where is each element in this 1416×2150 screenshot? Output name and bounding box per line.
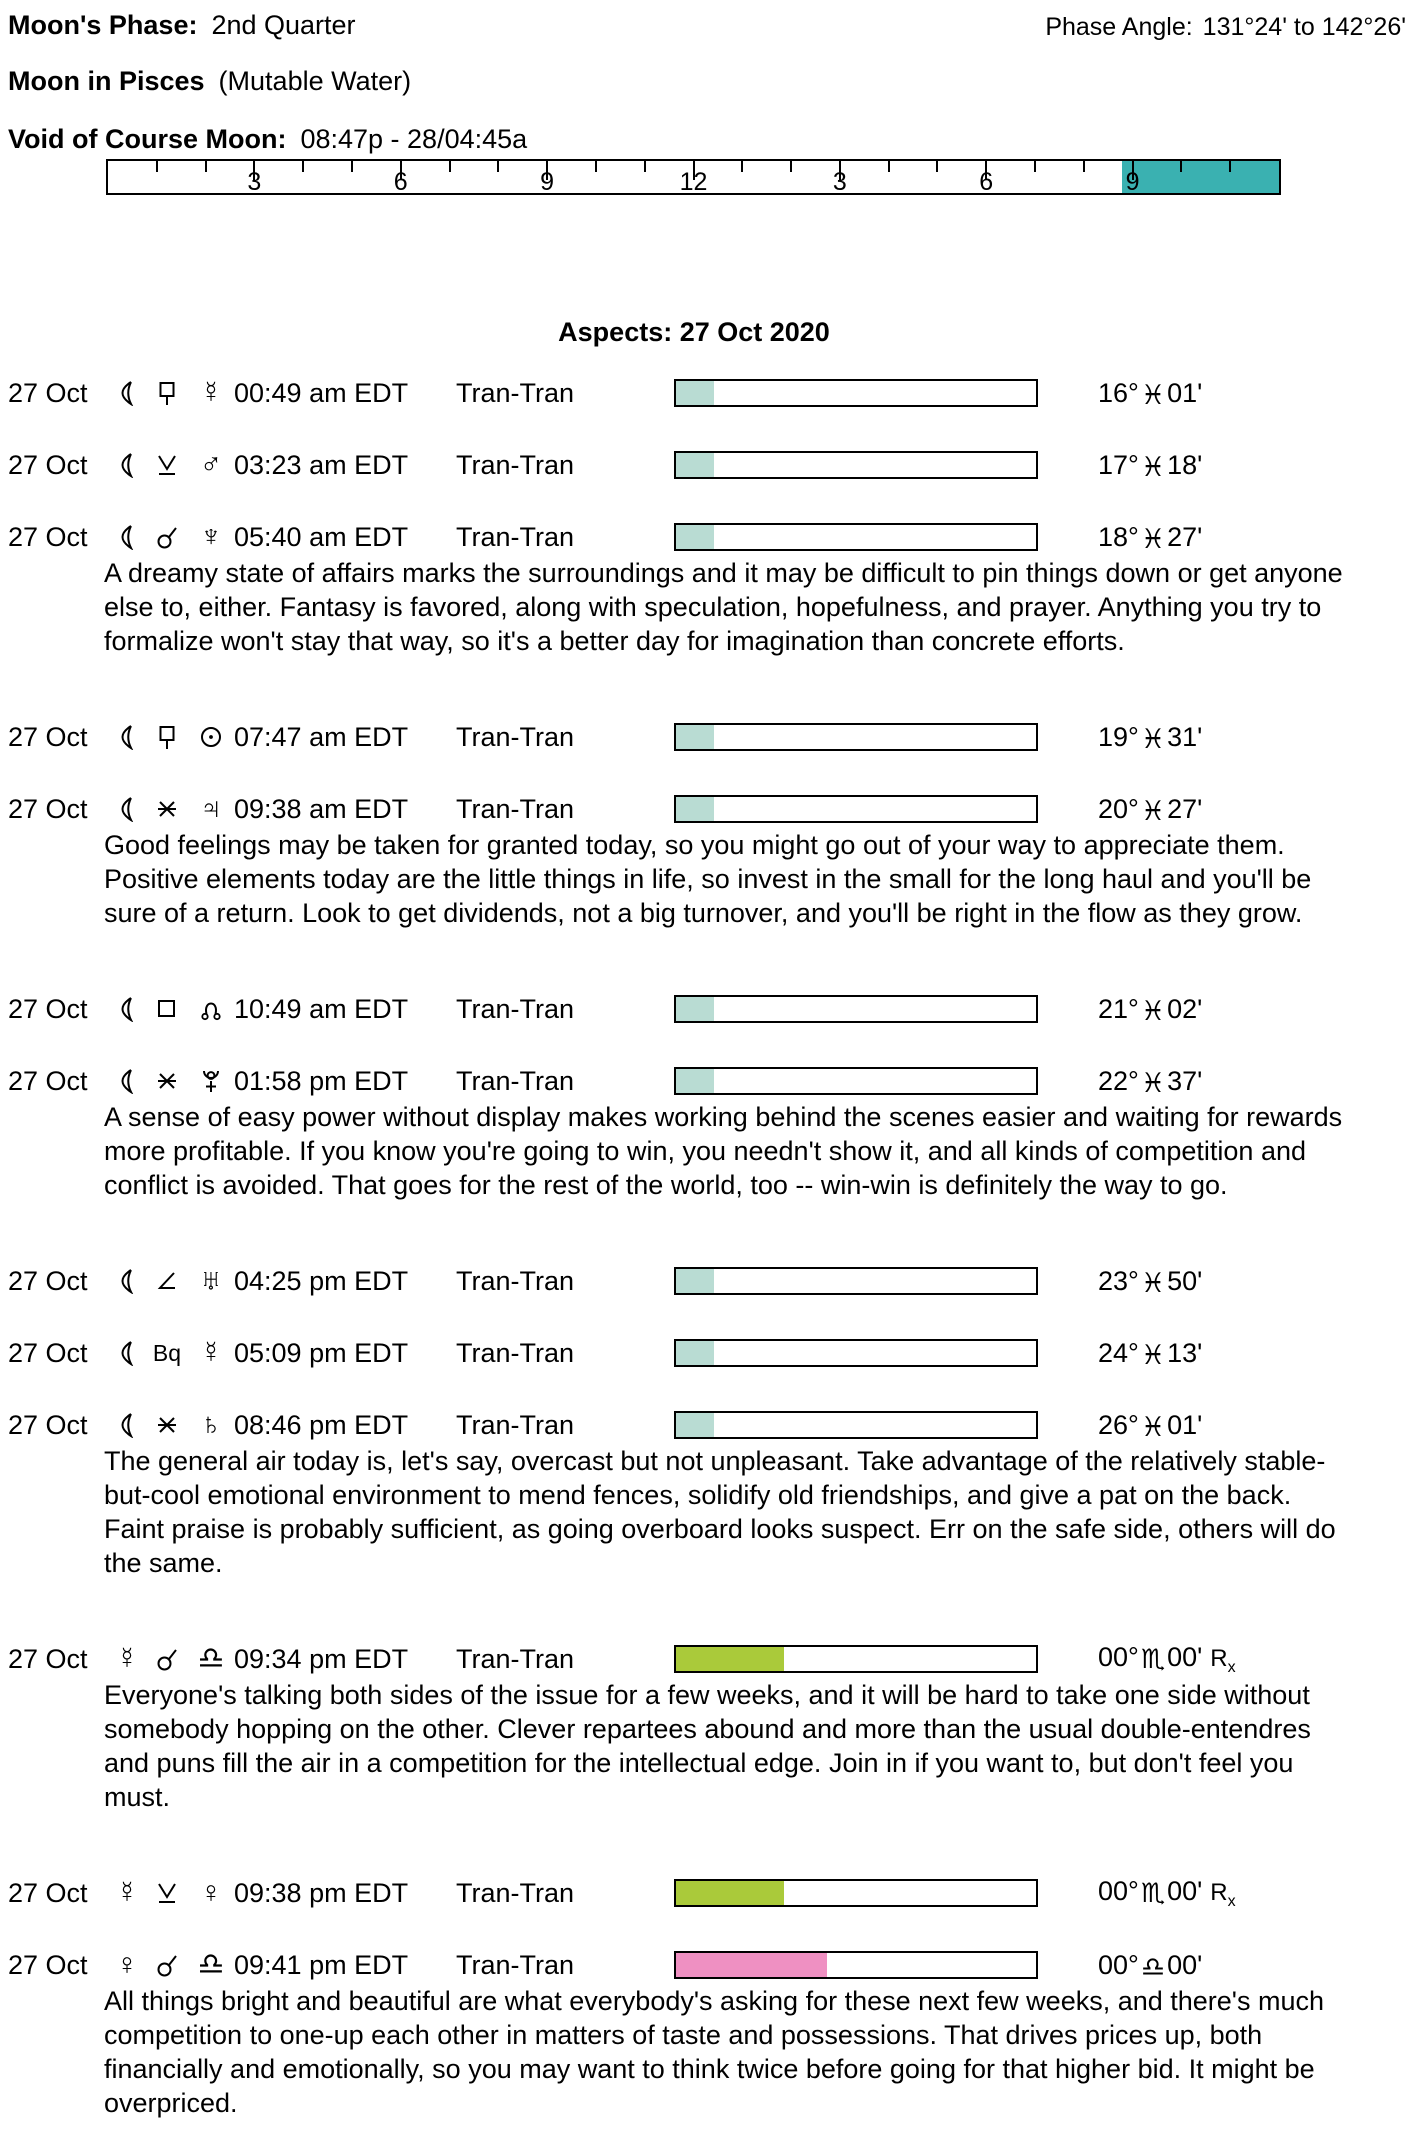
ruler-tick [1083, 161, 1085, 172]
venus-icon: ♀ [199, 1876, 223, 1909]
aspect-orb-bar [674, 1067, 1038, 1095]
moon-sign-label: Moon in Pisces [8, 66, 205, 96]
voc-timeline-ruler [106, 159, 1281, 195]
aspect-date: 27 Oct [8, 1065, 88, 1096]
square-icon [146, 997, 188, 1021]
aspect-position: 00°♎00' [1098, 1949, 1203, 1982]
moon-sign-note: (Mutable Water) [218, 66, 412, 96]
ruler-tick [644, 161, 646, 172]
aspect-type: Tran-Tran [456, 1065, 575, 1096]
conjunction-icon [146, 1953, 188, 1977]
saturn-icon: ♄ [199, 1408, 223, 1441]
aspect-time: 01:58 pm EDT [234, 1065, 409, 1096]
pluto-icon [188, 1068, 234, 1094]
ruler-tick [595, 161, 597, 172]
voc-value: 08:47p - 28/04:45a [300, 124, 528, 154]
aspect-note: The general air today is, let's say, overcast but not unpleasant. Take advantage of the relatively stable-but-cool emotional environment to mend fences, solidify old friendships, and give a pat on the back. Faint praise is probably sufficient, as going overboard looks suspect. Err on the safe side, others will do the same. [104, 1446, 1336, 1578]
aspect-type: Tran-Tran [456, 1949, 575, 1980]
aspect-time: 09:38 pm EDT [234, 1877, 409, 1908]
aspects-title: Aspects: 27 Oct 2020 [558, 317, 830, 347]
aspect-row [8, 1872, 1408, 1914]
phase-angle-label: Phase Angle: [1045, 13, 1193, 41]
moons-phase-value: 2nd Quarter [211, 10, 356, 40]
ruler-tick [936, 161, 938, 172]
moon-icon [108, 796, 146, 822]
aspect-orb-bar [674, 723, 1038, 751]
scorpio-icon: ♏ [1140, 1643, 1166, 1674]
biquintile-icon: Bq [152, 1339, 182, 1366]
mercury-icon: ☿ [199, 376, 223, 409]
aspect-position: 24°♓13' [1098, 1337, 1203, 1370]
ruler-hour-label: 3 [832, 168, 847, 196]
aspect-orb-bar [674, 523, 1038, 551]
aspect-date: 27 Oct [8, 1877, 88, 1908]
aspect-position: 26°♓01' [1098, 1409, 1203, 1442]
aspect-orb-fill [676, 453, 714, 477]
sextile-icon [146, 798, 188, 820]
aspect-note: Good feelings may be taken for granted today, so you might go out of your way to appreciate them. Positive elements today are the little things in life, so invest in the small for the long haul and you'll be sure of a return. Look to get dividends, not a big turnover, and you'll be right in the flow as they grow. [104, 830, 1312, 928]
pisces-icon: ♓ [1140, 995, 1166, 1026]
aspect-date: 27 Oct [8, 1337, 88, 1368]
semisextile-icon [146, 453, 188, 477]
voc-fill [1122, 161, 1279, 196]
aspect-orb-fill [676, 381, 714, 405]
ruler-tick [1229, 161, 1231, 172]
moon-icon [108, 524, 146, 550]
aspect-orb-fill [676, 1341, 714, 1365]
aspect-time: 05:09 pm EDT [234, 1337, 409, 1368]
aspect-date: 27 Oct [8, 721, 88, 752]
ruler-tick [1034, 161, 1036, 172]
aspect-row [8, 444, 1408, 486]
aspect-type: Tran-Tran [456, 521, 575, 552]
aspect-orb-fill [676, 1647, 784, 1671]
pisces-icon: ♓ [1140, 523, 1166, 554]
aspect-time: 03:23 am EDT [234, 449, 409, 480]
phase-angle-line [1045, 10, 1408, 42]
ruler-tick [888, 161, 890, 172]
aspect-row [8, 372, 1408, 414]
aspect-date: 27 Oct [8, 521, 88, 552]
scorpio-icon: ♏ [1140, 1877, 1166, 1908]
moons-phase-label: Moon's Phase: [8, 10, 198, 40]
aspect-orb-fill [676, 1953, 827, 1977]
header-top-row [8, 10, 1408, 42]
sextile-icon [146, 1070, 188, 1092]
aspect-orb-fill [676, 797, 714, 821]
mercury-icon: ☿ [115, 1876, 139, 1909]
pisces-icon: ♓ [1140, 379, 1166, 410]
aspect-position: 20°♓27' [1098, 793, 1203, 826]
uranus-icon: ♅ [199, 1264, 223, 1297]
aspect-row [8, 788, 1408, 830]
aspect-date: 27 Oct [8, 1265, 88, 1296]
aspect-time: 07:47 am EDT [234, 721, 409, 752]
aspect-orb-fill [676, 1069, 714, 1093]
libra-icon: ♎ [1140, 1951, 1166, 1982]
aspect-time: 09:34 pm EDT [234, 1643, 409, 1674]
north-node-icon [188, 996, 234, 1022]
phase-angle-value: 131°24' to 142°26' [1202, 13, 1406, 41]
aspect-orb-bar [674, 1339, 1038, 1367]
ruler-hour-label: 6 [393, 168, 408, 196]
voc-label: Void of Course Moon: [8, 124, 287, 154]
aspect-row [8, 1944, 1408, 1986]
venus-icon: ♀ [115, 1948, 139, 1981]
ruler-hour-label: 3 [247, 168, 262, 196]
moon-sign-line [8, 66, 1408, 97]
aspect-note: All things bright and beautiful are what everybody's asking for these next few weeks, and there's much competition to one-up each other in matters of taste and possessions. That drives prices up, both financially and emotionally, so you may want to think twice before going for that higher bid. It might be overpriced. [104, 1986, 1324, 2118]
aspect-position: 00°♏00' $R_x$ [1098, 1875, 1236, 1910]
aspect-orb-bar [674, 795, 1038, 823]
pisces-icon: ♓ [1140, 1339, 1166, 1370]
ruler-tick [790, 161, 792, 172]
aspect-position: 00°♏00' $R_x$ [1098, 1641, 1236, 1676]
pisces-icon: ♓ [1140, 1267, 1166, 1298]
moon-icon [108, 996, 146, 1022]
aspect-row [8, 1260, 1408, 1302]
sesquiquadrate-icon [146, 380, 188, 407]
ruler-tick [156, 161, 158, 172]
moon-icon [108, 1268, 146, 1294]
ruler-tick [741, 161, 743, 172]
aspect-orb-bar [674, 451, 1038, 479]
moon-icon [108, 380, 146, 406]
sesquiquadrate-icon [146, 724, 188, 751]
moons-phase-line [8, 10, 356, 41]
retrograde-badge: $R_x$ [1210, 1644, 1236, 1676]
ruler-tick [205, 161, 207, 172]
aspect-orb-bar [674, 379, 1038, 407]
mercury-icon: ☿ [199, 1336, 223, 1369]
aspect-type: Tran-Tran [456, 793, 575, 824]
moon-icon [108, 452, 146, 478]
jupiter-icon: ♃ [199, 792, 223, 825]
aspect-date: 27 Oct [8, 449, 88, 480]
ruler-hour-label: 6 [979, 168, 994, 196]
aspect-note: A sense of easy power without display makes working behind the scenes easier and waiting for rewards more profitable. If you know you're going to win, you needn't show it, and all kinds of competition and conflict is avoided. That goes for the rest of the world, too -- win-win is definitely the way to go. [104, 1102, 1343, 1200]
aspect-orb-fill [676, 1881, 784, 1905]
retrograde-badge: $R_x$ [1210, 1878, 1236, 1910]
aspect-orb-bar [674, 1645, 1038, 1673]
aspect-type: Tran-Tran [456, 377, 575, 408]
aspect-row [8, 716, 1408, 758]
neptune-icon: ♆ [199, 520, 223, 553]
libra-icon: ♎ [197, 1642, 225, 1675]
aspect-position: 21°♓02' [1098, 993, 1203, 1026]
aspect-position: 18°♓27' [1098, 521, 1203, 554]
aspect-row [8, 516, 1408, 558]
pisces-icon: ♓ [1140, 1411, 1166, 1442]
aspect-orb-bar [674, 1951, 1038, 1979]
aspect-position: 19°♓31' [1098, 721, 1203, 754]
aspect-note: A dreamy state of affairs marks the surroundings and it may be difficult to pin things down or get anyone else to, either. Fantasy is favored, along with speculation, hopefulness, and prayer. Anything you try to formalize won't stay that way, so it's a better day for imagination than concrete efforts. [104, 558, 1343, 656]
aspect-time: 00:49 am EDT [234, 377, 409, 408]
aspect-time: 04:25 pm EDT [234, 1265, 409, 1296]
aspect-position: 22°♓37' [1098, 1065, 1203, 1098]
aspect-type: Tran-Tran [456, 721, 575, 752]
ruler-tick [497, 161, 499, 172]
aspect-row [8, 1404, 1408, 1446]
aspect-type: Tran-Tran [456, 449, 575, 480]
aspect-list [8, 372, 1408, 2120]
ruler-tick [302, 161, 304, 172]
aspect-date: 27 Oct [8, 993, 88, 1024]
aspect-type: Tran-Tran [456, 1265, 575, 1296]
aspect-date: 27 Oct [8, 1949, 88, 1980]
aspect-time: 05:40 am EDT [234, 521, 409, 552]
aspect-date: 27 Oct [8, 377, 88, 408]
semisextile-icon [146, 1881, 188, 1905]
aspect-time: 08:46 pm EDT [234, 1409, 409, 1440]
aspect-type: Tran-Tran [456, 993, 575, 1024]
pisces-icon: ♓ [1140, 451, 1166, 482]
moon-icon [108, 1412, 146, 1438]
aspect-type: Tran-Tran [456, 1409, 575, 1440]
aspect-position: 16°♓01' [1098, 377, 1203, 410]
aspect-note: Everyone's talking both sides of the issue for a few weeks, and it will be hard to take one side without somebody hopping on the other. Clever repartees abound and more than the usual double-entendres and puns fill the air in a competition for the intellectual edge. Join in if you want to, but don't feel you must. [104, 1680, 1311, 1812]
pisces-icon: ♓ [1140, 723, 1166, 754]
mars-icon: ♂ [199, 448, 223, 481]
conjunction-icon [146, 525, 188, 549]
aspect-date: 27 Oct [8, 793, 88, 824]
aspect-orb-bar [674, 995, 1038, 1023]
sun-icon [188, 725, 234, 749]
aspect-position: 17°♓18' [1098, 449, 1203, 482]
aspect-orb-bar [674, 1411, 1038, 1439]
ruler-hour-label: 9 [540, 168, 555, 196]
aspect-row [8, 988, 1408, 1030]
aspect-type: Tran-Tran [456, 1877, 575, 1908]
conjunction-icon [146, 1647, 188, 1671]
aspect-time: 09:41 pm EDT [234, 1949, 409, 1980]
moon-icon [108, 1340, 146, 1366]
mercury-icon: ☿ [115, 1642, 139, 1675]
ruler-tick [1180, 161, 1182, 172]
pisces-icon: ♓ [1140, 795, 1166, 826]
aspect-date: 27 Oct [8, 1643, 88, 1674]
ruler-tick [449, 161, 451, 172]
aspect-orb-bar [674, 1267, 1038, 1295]
aspect-time: 09:38 am EDT [234, 793, 409, 824]
moon-icon [108, 724, 146, 750]
aspect-type: Tran-Tran [456, 1643, 575, 1674]
moon-icon [108, 1068, 146, 1094]
pisces-icon: ♓ [1140, 1067, 1166, 1098]
aspect-row [8, 1332, 1408, 1374]
ruler-tick [351, 161, 353, 172]
aspect-orb-fill [676, 997, 714, 1021]
aspect-row [8, 1638, 1408, 1680]
aspect-type: Tran-Tran [456, 1337, 575, 1368]
aspect-orb-fill [676, 525, 714, 549]
aspect-orb-fill [676, 1413, 714, 1437]
voc-line [8, 124, 1408, 155]
aspect-orb-fill [676, 1269, 714, 1293]
aspect-position: 23°♓50' [1098, 1265, 1203, 1298]
aspect-date: 27 Oct [8, 1409, 88, 1440]
aspect-orb-fill [676, 725, 714, 749]
libra-icon: ♎ [197, 1948, 225, 1981]
semisquare-icon [146, 1269, 188, 1293]
ruler-hour-label: 9 [1125, 168, 1140, 196]
aspect-time: 10:49 am EDT [234, 993, 409, 1024]
sextile-icon [146, 1414, 188, 1436]
ruler-hour-label: 12 [679, 168, 708, 196]
aspect-orb-bar [674, 1879, 1038, 1907]
aspect-row [8, 1060, 1408, 1102]
